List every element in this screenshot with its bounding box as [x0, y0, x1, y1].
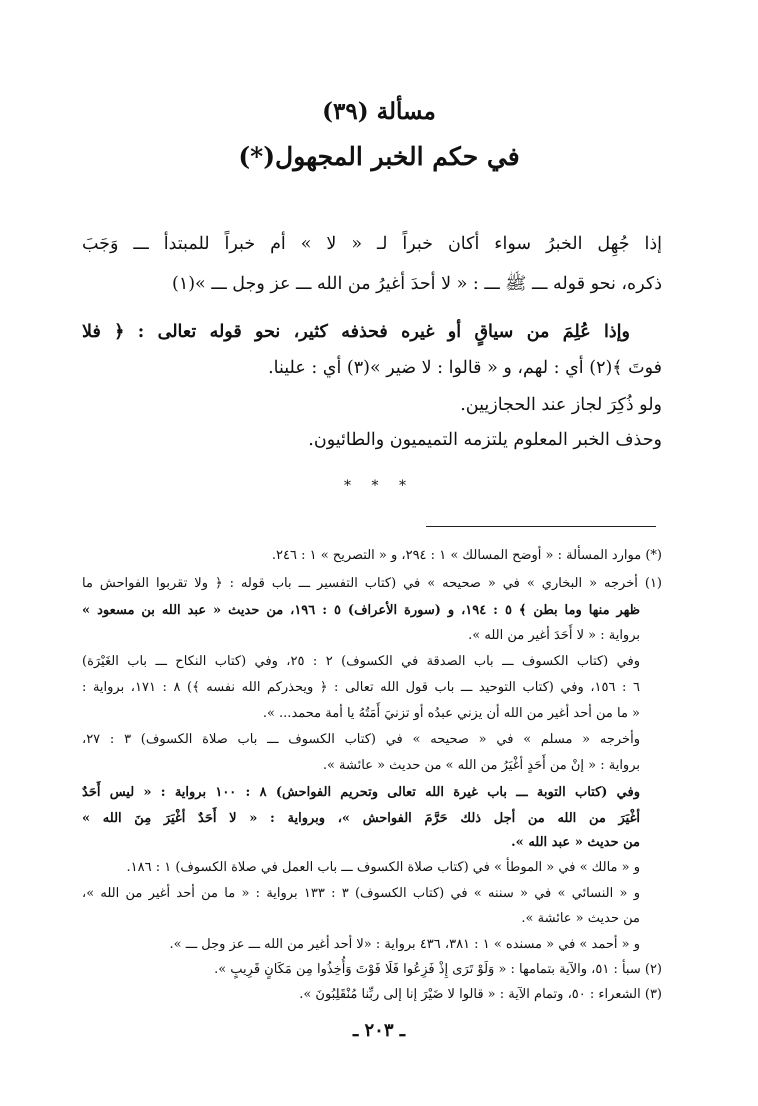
footnote-line: برواية : « إنْ من أَحَدٍ أغْيَرُ من الله » من حديث « عائشة ». [322, 758, 640, 773]
topic-title: في حكم الخبر المجهول(*) [238, 142, 520, 171]
footnote-line: (١) أخرجه « البخاري » في « صحيحه » في (كتاب التفسير ـــ باب قوله : ﴿ ولا تقربوا الفواحش ما [82, 576, 662, 591]
footnote-line: وفي (كتاب التوبة ـــ باب غيرة الله تعالى وتحريم الفواحش) ٨ : ١٠٠ برواية : « ليس أَحَدٌ [82, 785, 640, 800]
section-separator: * * * [344, 478, 414, 494]
footnote-line: « ما من أحد أغير من الله أن يزني عبدُه أو تزنيَ أَمَتُهُ يا أمة محمد... ». [262, 706, 640, 721]
footnote-line: و « أحمد » في « مسنده » ١ : ٣٨١، ٤٣٦ برواية : «لا أحد أغير من الله ـــ عز وجل ـــ ». [169, 937, 640, 952]
footnote-line: أغْيَرَ من الله من أجل ذلك حَرَّمَ الفواحش »، وبرواية : « لا أَحَدٌ أغْيَرَ مِنَ الله » [82, 811, 640, 826]
footnote-line: وفي (كتاب الكسوف ـــ باب الصدقة في الكسوف) ٢ : ٢٥، وفي (كتاب النكاح ـــ باب الغَيْرَة) [82, 654, 640, 669]
body-line: ذكره، نحو قوله ـــ ﷺ ـــ : « لا أحدَ أغيرُ من الله ـــ عز وجل ـــ »(١) [171, 274, 662, 294]
footnote-line: (٣) الشعراء : ٥٠، وتمام الآية : « قالوا لا ضَيْرَ إنا إلى ربِّنا مُنْقَلِبُونَ ». [299, 987, 662, 1002]
body-line: وحذف الخبر المعلوم يلتزمه التميميون والطائيون. [308, 430, 662, 450]
footnote-line: ظهر منها وما بطن ﴾ ٥ : ١٩٤، و (سورة الأعراف) ٥ : ١٩٦، من حديث « عبد الله بن مسعود » [82, 603, 641, 618]
footnote-line: من حديث « عائشة ». [521, 911, 640, 926]
footnote-line: و « النسائي » في « سننه » في (كتاب الكسوف) ٣ : ١٣٣ برواية : « ما من أحد أغير من الله »، [82, 886, 640, 901]
footnote-line: من حديث « عبد الله ». [511, 835, 640, 850]
body-line: ولو ذُكِرَ لجاز عند الحجازيين. [460, 395, 662, 415]
body-line: إذا جُهِل الخبرُ سواء أكان خبراً لـ « لا » أم خبراً للمبتدأ ـــ وَجَبَ [82, 234, 662, 254]
issue-title: مسألة (٣٩) [322, 98, 436, 125]
footnote-line: (*) موارد المسألة : « أوضح المسالك » ١ : ٢٩٤، و « التصريح » ١ : ٢٤٦. [271, 548, 662, 563]
footnote-line: (٢) سبأ : ٥١، والآية بتمامها : « وَلَوْ تَرَى إِذْ فَزِعُوا فَلَا فَوْتَ وَأُخِذُوا مِن مَكَانٍ قَرِيبٍ ». [214, 962, 662, 977]
footnote-line: و « مالك » في « الموطأ » في (كتاب صلاة الكسوف ـــ باب العمل في صلاة الكسوف) ١ : ١٨٦. [126, 860, 640, 875]
page-number: ـ ٢٠٣ ـ [352, 1020, 406, 1041]
footnote-line: برواية : « لا أَحَدَ أغير من الله ». [468, 628, 640, 643]
body-line: فوتَ ﴾(٢) أي : لهم، و « قالوا : لا ضير »(٣) أي : علينا. [268, 358, 662, 378]
body-line: وإذا عُلِمَ من سياقٍ أو غيره فحذفه كثير، نحو قوله تعالى : ﴿ فلا [82, 322, 630, 342]
footnote-line: ٦ : ١٥٦، وفي (كتاب التوحيد ـــ باب قول الله تعالى : ﴿ ويحذركم الله نفسه ﴾) ٨ : ١٧١، برواية : [82, 680, 640, 695]
footnote-line: وأخرجه « مسلم » في « صحيحه » في (كتاب الكسوف ـــ باب صلاة الكسوف) ٣ : ٢٧، [82, 732, 640, 747]
footnote-divider [426, 526, 656, 527]
